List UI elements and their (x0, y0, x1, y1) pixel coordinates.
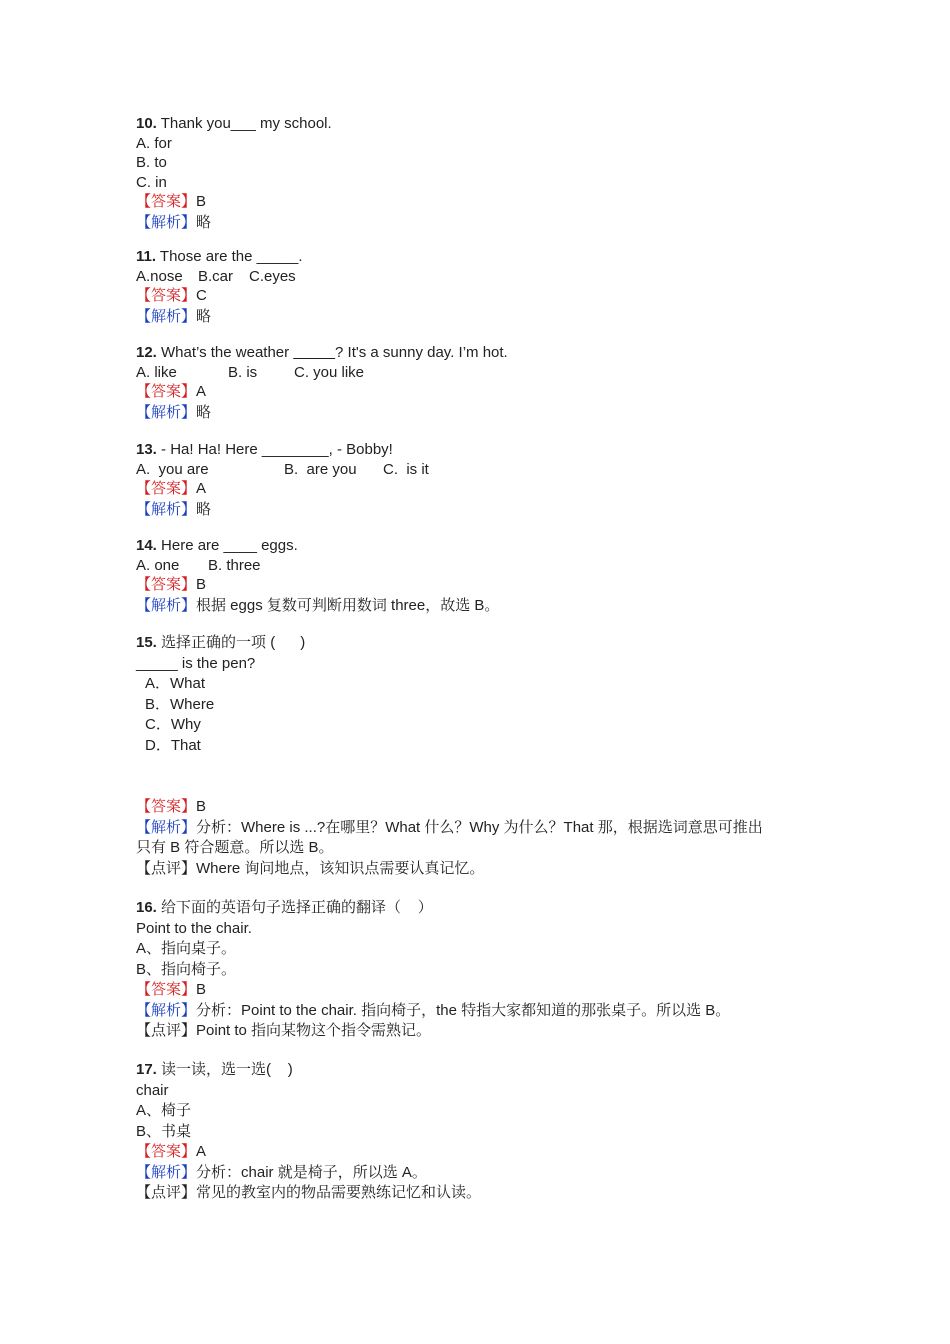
option: A. one (136, 556, 180, 574)
analysis-label: 【解析】 (136, 596, 197, 614)
option: B．Where (145, 695, 215, 713)
question-sub-stem: _____ is the pen? (136, 654, 256, 672)
question-13 (136, 440, 816, 520)
option: C．Why (145, 716, 201, 733)
question-number: 14. (136, 537, 157, 554)
option: B. is (228, 363, 258, 381)
option: C.eyes (249, 267, 296, 285)
answer-value: B (196, 576, 207, 593)
analysis-text: 分析：Point to the chair. 指向椅子，the 特指大家都知道的那张桌子。所以选 B。 (196, 1001, 731, 1019)
comment-label: 【点评】 (136, 1022, 197, 1039)
question-stem-end: ? It's a sunny day. I’m hot. (335, 344, 508, 361)
question-number: 11. (136, 248, 157, 265)
comment-text: 常见的教室内的物品需要熟练记忆和认读。 (196, 1184, 482, 1201)
analysis-text-continued: 只有 B 符合题意。所以选 B。 (136, 839, 334, 856)
option: C. in (136, 173, 167, 191)
option: A．What (145, 675, 206, 692)
analysis-text: 略 (196, 307, 212, 325)
question-stem: Thank you___ my school. (156, 115, 332, 132)
question-12 (136, 343, 816, 423)
option: B、指向椅子。 (136, 960, 237, 978)
question-number: 17. (136, 1061, 157, 1078)
answer-value: A (196, 480, 207, 497)
question-16 (136, 898, 816, 1042)
analysis-label: 【解析】 (136, 1001, 197, 1019)
answer-value: A (196, 383, 207, 400)
analysis-text: 略 (196, 213, 212, 231)
comment-label: 【点评】 (136, 859, 197, 877)
comment-label: 【点评】 (136, 1184, 197, 1201)
question-number: 10. (136, 115, 157, 132)
question-stem: - Ha! Ha! Here ________, - Bobby! (156, 441, 393, 458)
question-stem: 给下面的英语句子选择正确的翻译（ ） (156, 899, 433, 916)
question-number: 16. (136, 899, 157, 916)
question-10 (136, 114, 816, 233)
question-15 (136, 633, 816, 756)
analysis-text: 略 (196, 403, 212, 421)
analysis-label: 【解析】 (136, 818, 197, 836)
answer-value: A (196, 1143, 207, 1160)
options-row (136, 460, 816, 480)
question-stem: What’s the weather (156, 344, 294, 361)
answer-label: 【答案】 (136, 383, 197, 400)
question-11 (136, 247, 816, 327)
question-stem: Here are ____ eggs. (156, 537, 298, 554)
answer-label: 【答案】 (136, 576, 197, 593)
comment-text: Point to 指向某物这个指令需熟记。 (196, 1022, 432, 1039)
answer-value: C (196, 287, 207, 304)
answer-value: B (196, 193, 207, 210)
question-stem: 选择正确的一项 ( ) (156, 634, 306, 651)
option: B.car (198, 267, 234, 285)
analysis-label: 【解析】 (136, 307, 197, 325)
answer-label: 【答案】 (136, 193, 197, 210)
question-number: 15. (136, 634, 157, 651)
question-stem: 读一读，选一选( ) (156, 1061, 293, 1078)
answer-label: 【答案】 (136, 480, 197, 497)
option: B. are you (284, 460, 357, 478)
question-number: 13. (136, 441, 157, 458)
question-blank: _____ (293, 344, 336, 361)
option: A、指向桌子。 (136, 940, 237, 957)
answer-label: 【答案】 (136, 798, 197, 815)
analysis-label: 【解析】 (136, 213, 197, 231)
option: A.nose (136, 267, 183, 285)
option: A. you are (136, 460, 209, 478)
answer-label: 【答案】 (136, 1143, 197, 1160)
option: B、书桌 (136, 1122, 192, 1140)
analysis-label: 【解析】 (136, 1163, 197, 1181)
analysis-text: 分析：Where is ...?在哪里？What 什么？Why 为什么？That 那，根据选词意思可推出 (196, 818, 763, 836)
option: D．That (145, 736, 201, 754)
analysis-label: 【解析】 (136, 403, 197, 421)
options-row (136, 363, 816, 383)
question-15-solution (136, 797, 816, 879)
option: C. you like (294, 363, 365, 381)
question-number: 12. (136, 344, 157, 361)
option: C. is it (383, 460, 429, 478)
answer-value: B (196, 981, 207, 998)
comment-text: Where 询问地点，该知识点需要认真记忆。 (196, 859, 485, 877)
options-row (136, 556, 816, 576)
option: B. to (136, 154, 167, 171)
question-stem: Those are the _____. (156, 248, 303, 265)
question-sub-stem: Point to the chair. (136, 919, 252, 937)
answer-label: 【答案】 (136, 981, 197, 998)
answer-label: 【答案】 (136, 287, 197, 304)
question-sub-stem: chair (136, 1081, 169, 1099)
option: A. like (136, 363, 177, 381)
answer-value: B (196, 798, 207, 815)
analysis-text: 分析：chair 就是椅子，所以选 A。 (196, 1163, 427, 1181)
analysis-text: 略 (196, 500, 212, 518)
question-17 (136, 1060, 816, 1204)
analysis-text: 根据 eggs 复数可判断用数词 three，故选 B。 (196, 596, 500, 614)
options-row (136, 267, 816, 287)
question-14 (136, 536, 816, 616)
option: B. three (208, 556, 261, 574)
option: A、椅子 (136, 1102, 192, 1119)
analysis-label: 【解析】 (136, 500, 197, 518)
option: A. for (136, 134, 172, 152)
